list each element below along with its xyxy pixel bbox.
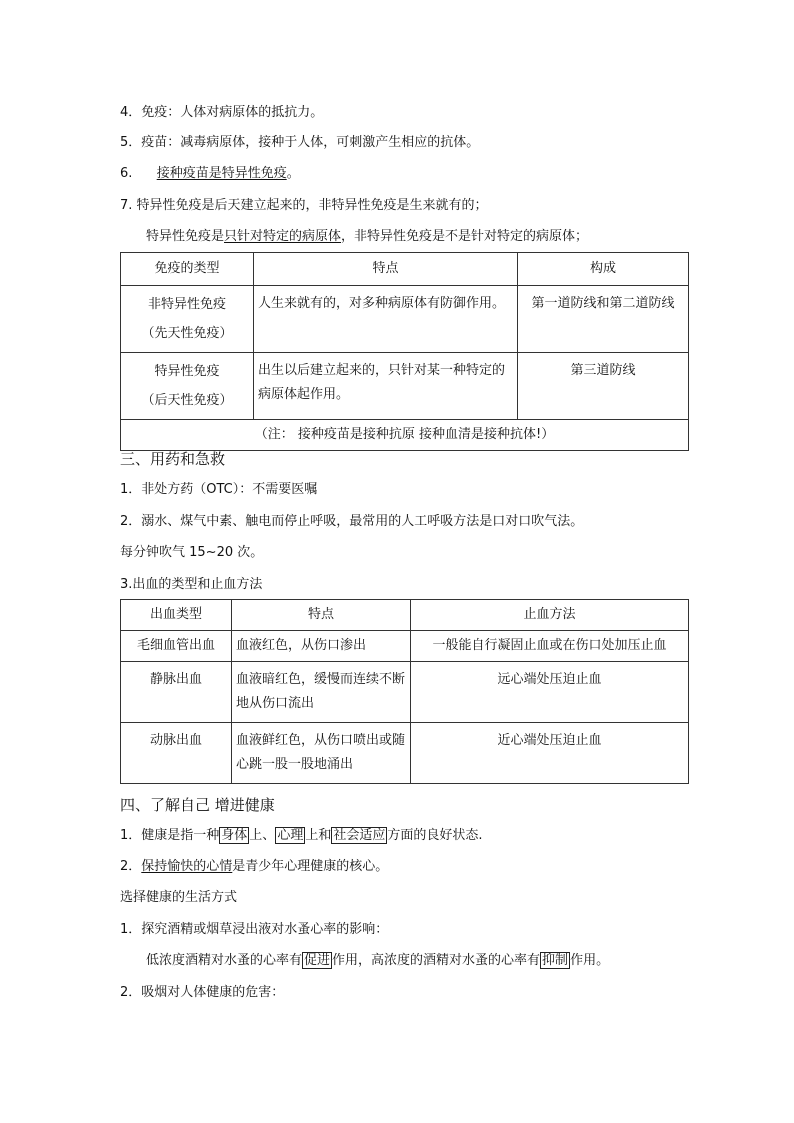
header-cell: 特点 [254, 253, 518, 286]
table-row [121, 631, 689, 662]
boxed-term: 心理 [277, 828, 304, 843]
feature-cell: 血液暗红色，缓慢而连续不断地从伤口流出 [232, 662, 411, 723]
section-title: 三、用药和急救 [120, 450, 226, 468]
section-title: 四、了解自己 增进健康 [120, 796, 275, 814]
header-cell: 出血类型 [121, 600, 232, 631]
method-cell: 一般能自行凝固止血或在伤口处加压止血 [411, 631, 689, 662]
immunity-table [120, 252, 689, 451]
item-smoking: 2．吸烟对人体健康的危害： [120, 985, 285, 1000]
boxed-term: 促进 [304, 953, 331, 968]
item-breath-rate: 每分钟吹气 15~20 次。 [120, 545, 264, 560]
header-cell: 止血方法 [411, 600, 689, 631]
method-cell: 远心端处压迫止血 [411, 662, 689, 723]
feature-cell: 人生来就有的，对多种病原体有防御作用。 [254, 286, 518, 353]
punct: 。 [286, 166, 300, 181]
boxed-term: 社会适应 [333, 828, 386, 843]
subheading: 选择健康的生活方式 [120, 890, 238, 905]
table-header-row [121, 600, 689, 631]
item-vaccine: 5．疫苗：减毒病原体，接种于人体，可刺激产生相应的抗体。 [120, 135, 480, 150]
type-cell: 特异性免疫 （后天性免疫） [121, 353, 254, 420]
header-cell: 免疫的类型 [121, 253, 254, 286]
table-note-row [121, 420, 689, 451]
boxed-term: 抑制 [542, 953, 569, 968]
text: ，非特异性免疫是不是针对特定的病原体； [341, 229, 589, 244]
item-immunity-target [146, 228, 588, 246]
table-row [121, 286, 689, 353]
part-cell: 第一道防线和第二道防线 [518, 286, 689, 353]
header-cell: 构成 [518, 253, 689, 286]
text: 特异性免疫是 [146, 229, 225, 244]
method-cell: 近心端处压迫止血 [411, 723, 689, 784]
underlined-text: 保持愉快的心情 [141, 859, 233, 874]
item-immunity-origin: 7. 特异性免疫是后天建立起来的，非特异性免疫是生来就有的； [120, 198, 488, 213]
bleeding-table [120, 599, 689, 784]
underlined-text: 只针对特定的病原体 [224, 229, 342, 244]
feature-cell: 出生以后建立起来的，只针对某一种特定的病原体起作用。 [254, 353, 518, 420]
underlined-text: 接种疫苗是特异性免疫 [156, 166, 287, 181]
item-number: 6. [120, 166, 133, 181]
type-cell: 静脉出血 [121, 662, 232, 723]
type-cell: 非特异性免疫 （先天性免疫） [121, 286, 254, 353]
item-health-definition: 1．健康是指一种 身体 上、 心理 上和 社会适应 方面的良好状态. [120, 828, 483, 843]
item-mental-health: 2．保持愉快的心情是青少年心理健康的核心。 [120, 859, 389, 874]
table-row [121, 662, 689, 723]
item-otc: 1．非处方药（OTC）：不需要医嘱 [120, 482, 318, 497]
table-row [121, 723, 689, 784]
header-cell: 特点 [232, 600, 411, 631]
table-header-row [121, 253, 689, 286]
table-row [121, 353, 689, 420]
part-cell: 第三道防线 [518, 353, 689, 420]
item-experiment: 1．探究酒精或烟草浸出液对水蚤心率的影响： [120, 922, 389, 937]
feature-cell: 血液红色，从伤口渗出 [232, 631, 411, 662]
item-specific-immunity [120, 165, 300, 183]
item-immunity: 4．免疫：人体对病原体的抵抗力。 [120, 105, 324, 120]
type-cell: 毛细血管出血 [121, 631, 232, 662]
type-cell: 动脉出血 [121, 723, 232, 784]
boxed-term: 身体 [221, 828, 248, 843]
item-alcohol-effect: 低浓度酒精对水蚤的心率有 促进 作用，高浓度的酒精对水蚤的心率有 抑制 作用。 [146, 953, 610, 968]
item-bleeding-title: 3.出血的类型和止血方法 [120, 577, 263, 592]
feature-cell: 血液鲜红色，从伤口喷出或随心跳一股一股地涌出 [232, 723, 411, 784]
item-breathing: 2．溺水、煤气中素、触电而停止呼吸，最常用的人工呼吸方法是口对口吹气法。 [120, 514, 584, 529]
note-cell: （注： 接种疫苗是接种抗原 接种血清是接种抗体!） [121, 420, 689, 451]
